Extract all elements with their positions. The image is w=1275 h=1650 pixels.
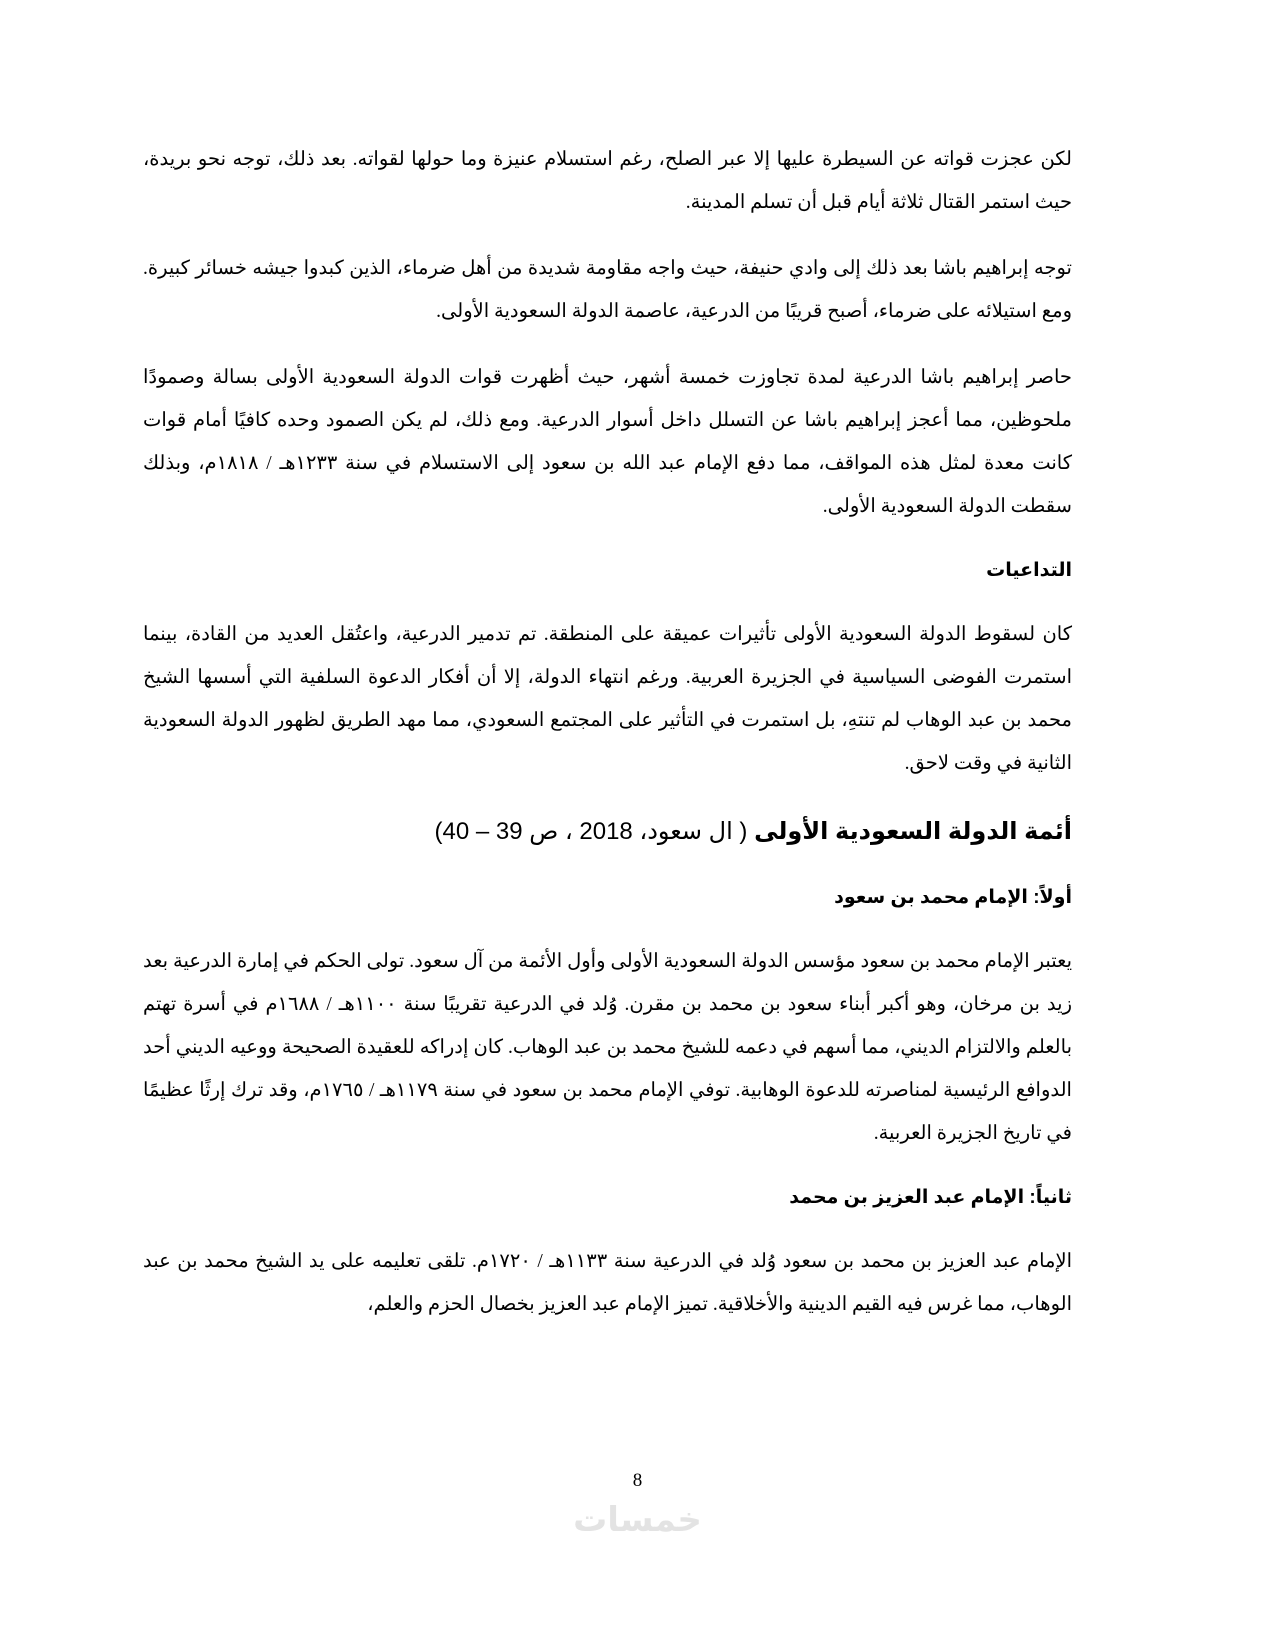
page-number: 8 [632,1470,643,1491]
imams-heading-title: أئمة الدولة السعودية الأولى [754,818,1072,845]
first-imam-heading: أولاً: الإمام محمد بن سعود [834,887,1072,908]
paragraph-first-imam: يعتبر الإمام محمد بن سعود مؤسس الدولة السعودية الأولى وأول الأئمة من آل سعود. تولى الحكم في إمارة الدرعية بعد زيد بن مرخان، وهو أكبر أبناء سعود بن محمد بن مقرن. وُلد في الدرعية تقريبًا سنة ١١٠٠هـ / ١٦٨٨م في أسرة تهتم بالعلم والالتزام الديني، مما أسهم في دعمه للشيخ محمد بن عبد الوهاب. كان إدراكه للعقيدة الصحيحة ووعيه الديني أحد الدوافع الرئيسية لمناصرته للدعوة الوهابية. توفي الإمام محمد بن سعود في سنة ١١٧٩هـ / ١٧٦٥م، وقد ترك إرثًا عظيمًا في تاريخ الجزيرة العربية. [143,951,1072,1144]
paragraph-siege-qassim: لكن عجزت قواته عن السيطرة عليها إلا عبر الصلح، رغم استسلام عنيزة وما حولها لقواته. بعد ذلك، توجه نحو بريدة، حيث استمر القتال ثلاثة أيام قبل أن تسلم المدينة. [143,149,1072,213]
consequences-heading: التداعيات [986,560,1072,581]
imams-heading-reference: ( ال سعود، 2018 ، ص 39 – 40) [434,818,748,845]
imams-section-heading [143,808,1072,856]
paragraph-siege-diriyah: حاصر إبراهيم باشا الدرعية لمدة تجاوزت خمسة أشهر، حيث أظهرت قوات الدولة السعودية الأولى بسالة وصمودًا ملحوظين، مما أعجز إبراهيم باشا عن التسلل داخل أسوار الدرعية. ومع ذلك، لم يكن الصمود وحده كافيًا أمام قوات كانت معدة لمثل هذه المواقف، مما دفع الإمام عبد الله بن سعود إلى الاستسلام في سنة ١٢٣٣هـ / ١٨١٨م، وبذلك سقطت الدولة السعودية الأولى. [143,367,1072,517]
watermark-logo: خمسات [573,1500,702,1540]
paragraph-consequences: كان لسقوط الدولة السعودية الأولى تأثيرات عميقة على المنطقة. تم تدمير الدرعية، واعتُقل العديد من القادة، بينما استمرت الفوضى السياسية في الجزيرة العربية. ورغم انتهاء الدولة، إلا أن أفكار الدعوة السلفية التي أسسها الشيخ محمد بن عبد الوهاب لم تنتهِ، بل استمرت في التأثير على المجتمع السعودي، مما مهد الطريق لظهور الدولة السعودية الثانية في وقت لاحق. [143,624,1072,774]
paragraph-wadi-hanifa: توجه إبراهيم باشا بعد ذلك إلى وادي حنيفة، حيث واجه مقاومة شديدة من أهل ضرماء، الذين كبدوا جيشه خسائر كبيرة. ومع استيلائه على ضرماء، أصبح قريبًا من الدرعية، عاصمة الدولة السعودية الأولى. [143,258,1072,322]
second-imam-heading: ثانياً: الإمام عبد العزيز بن محمد [789,1187,1072,1208]
document-body [143,138,1072,1349]
paragraph-second-imam: الإمام عبد العزيز بن محمد بن سعود وُلد في الدرعية سنة ١١٣٣هـ / ١٧٢٠م. تلقى تعليمه على يد الشيخ محمد بن عبد الوهاب، مما غرس فيه القيم الدينية والأخلاقية. تميز الإمام عبد العزيز بخصال الحزم والعلم، [143,1251,1072,1315]
